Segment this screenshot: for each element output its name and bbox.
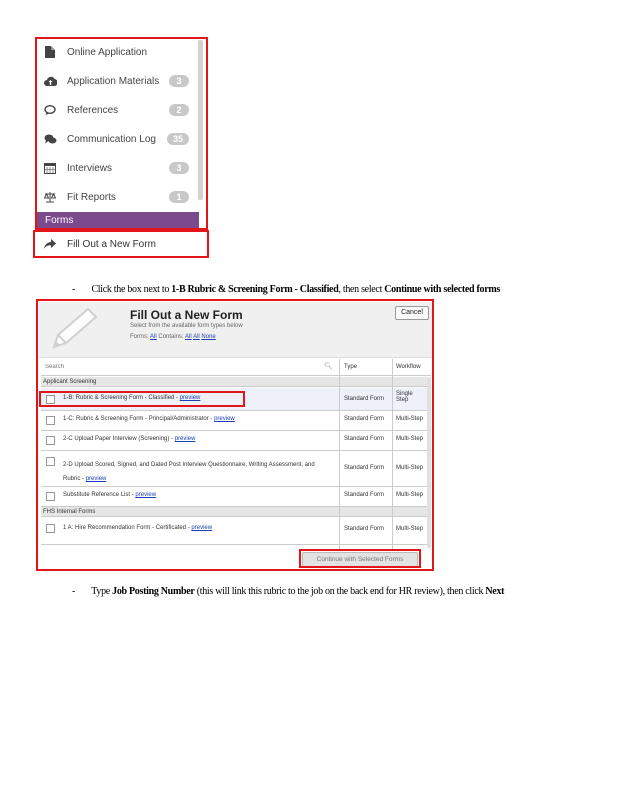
form-name: 1 A: Hire Recommendation Form - Certificated xyxy=(63,525,187,531)
sidebar-item-label: Online Application xyxy=(67,46,148,58)
filter-all-link[interactable]: All xyxy=(193,334,200,340)
highlight-box xyxy=(39,391,245,407)
type-column-header[interactable]: Type xyxy=(344,364,358,370)
form-type: Standard Form xyxy=(344,436,385,442)
instruction-text: , then select xyxy=(338,284,385,295)
highlight-box xyxy=(36,299,434,571)
form-workflow: Single Step xyxy=(396,391,413,403)
form-type: Standard Form xyxy=(344,492,385,498)
forms-section-header: Forms xyxy=(37,212,199,229)
table-row[interactable]: 2-C Upload Paper Interview (Screening) - preview Standard Form Multi-Step xyxy=(41,430,431,451)
cancel-button[interactable]: Cancel xyxy=(395,306,429,320)
filter-label: Contains: xyxy=(156,334,186,340)
highlight-box xyxy=(35,37,208,230)
table-row[interactable]: Substitute Reference List - preview Standard Form Multi-Step xyxy=(41,486,431,507)
sidebar-item-label: Communication Log xyxy=(67,133,156,145)
form-type: Standard Form xyxy=(344,526,385,532)
form-workflow: Multi-Step xyxy=(396,526,424,532)
preview-link[interactable]: preview xyxy=(85,476,107,482)
form-name: 1-B: Rubric & Screening Form - Classified xyxy=(63,395,175,401)
next-bold: Next xyxy=(485,586,505,597)
fill-out-new-form-label: Fill Out a New Form xyxy=(67,238,156,250)
count-badge: 35 xyxy=(167,133,189,145)
workflow-column-header[interactable]: Workflow xyxy=(396,364,421,370)
form-workflow: Multi-Step xyxy=(396,465,424,471)
group-header-applicant-screening: Applicant Screening xyxy=(41,377,431,387)
table-row[interactable]: 1-C: Rubric & Screening Form - Principal/Administrator - preview Standard Form Multi-Step xyxy=(41,410,431,431)
form-type: Standard Form xyxy=(344,396,385,402)
highlight-box xyxy=(33,230,209,258)
form-name: Substitute Reference List xyxy=(63,492,131,498)
bullet-dash: - xyxy=(72,284,76,295)
instruction-text: Type xyxy=(91,586,113,597)
panel-subtitle: Select from the available form types below xyxy=(130,323,243,329)
job-posting-number-bold: Job Posting Number xyxy=(112,586,195,597)
count-badge: 1 xyxy=(169,191,189,203)
group-header-fhs-internal-forms: FHS Internal Forms xyxy=(41,507,431,517)
sidebar-item-label: Interviews xyxy=(67,162,113,174)
count-badge: 2 xyxy=(169,104,189,116)
preview-link[interactable]: preview xyxy=(179,395,201,401)
filter-none-link[interactable]: None xyxy=(201,334,216,340)
count-badge: 3 xyxy=(169,75,189,87)
table-row[interactable]: 2-D Upload Scored, Signed, and Dated Post Interview Questionnaire, Writing Assessment, and Rubric - preview Standard Form Multi-Step xyxy=(41,450,431,487)
filter-all-link[interactable]: All xyxy=(150,334,157,340)
instruction-step xyxy=(72,284,500,295)
form-type: Standard Form xyxy=(344,465,385,471)
bullet-dash: - xyxy=(72,586,76,597)
preview-link[interactable]: preview xyxy=(135,492,157,498)
form-name: 2-D Upload Scored, Signed, and Dated Post Interview Questionnaire, Writing Assessment, and Rubric xyxy=(63,462,315,482)
preview-link[interactable]: preview xyxy=(214,416,235,422)
sidebar-item-label: References xyxy=(67,104,119,116)
table-row[interactable]: 1 A: Hire Recommendation Form - Certificated - preview Standard Form Multi-Step xyxy=(41,518,431,545)
table-row[interactable]: 1-B: Rubric & Screening Form - Classified - preview Standard Form Single Step xyxy=(41,388,431,411)
search-icon[interactable]: 🔍︎ xyxy=(324,363,333,370)
instruction-text: (this will link this rubric to the job on the back end for HR review), then click xyxy=(194,586,486,597)
form-workflow: Multi-Step xyxy=(396,436,424,442)
instruction-step xyxy=(72,586,504,597)
panel-title: Fill Out a New Form xyxy=(130,308,243,322)
continue-bold: Continue with selected forms xyxy=(384,284,501,295)
highlight-box xyxy=(299,549,421,568)
form-workflow: Multi-Step xyxy=(396,416,424,422)
preview-link[interactable]: preview xyxy=(174,436,196,442)
instruction-text: Click the box next to xyxy=(91,284,172,295)
form-name: 1-C: Rubric & Screening Form - Principal/Administrator xyxy=(63,416,209,422)
count-badge: 3 xyxy=(169,162,189,174)
form-name: 2-C Upload Paper Interview (Screening) xyxy=(63,436,170,442)
filter-all-link[interactable]: All xyxy=(185,334,192,340)
form-workflow: Multi-Step xyxy=(396,492,424,498)
form-type: Standard Form xyxy=(344,416,385,422)
filter-label: Forms: xyxy=(130,334,151,340)
form-name-bold: 1-B Rubric & Screening Form - Classified xyxy=(171,284,339,295)
sidebar-item-label: Fit Reports xyxy=(67,191,116,203)
continue-with-selected-forms-button[interactable]: Continue with Selected Forms xyxy=(302,552,418,567)
sidebar-item-label: Application Materials xyxy=(67,75,160,87)
preview-link[interactable]: preview xyxy=(191,525,213,531)
